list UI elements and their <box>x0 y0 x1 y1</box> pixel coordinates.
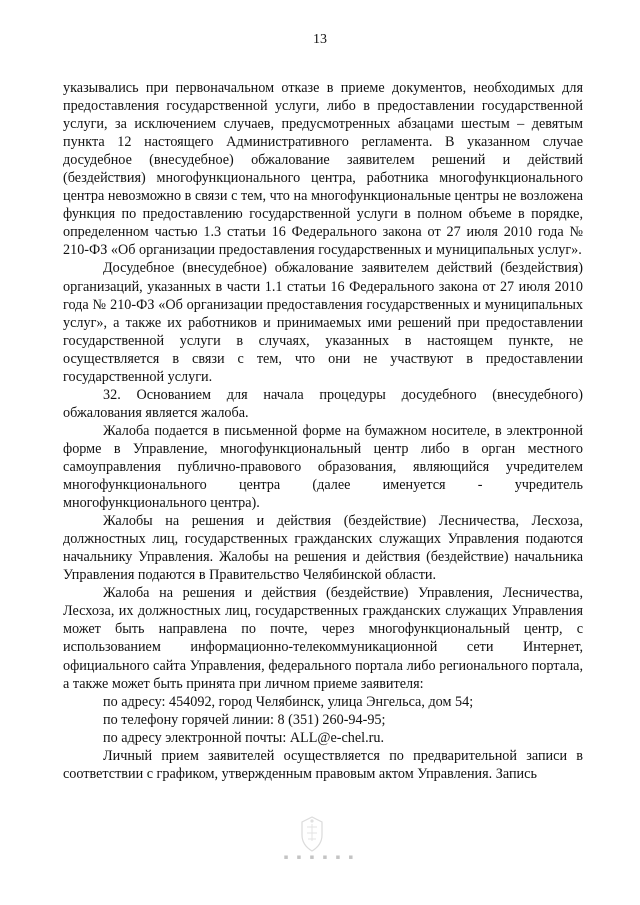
emblem-watermark-icon <box>296 815 328 853</box>
paragraph: Досудебное (внесудебное) обжалование заявителем действий (бездействия) организаций, указанных в части 1.1 статьи 16 Федерального закона от 27 июля 2010 года № 210-ФЗ «Об организации предоставления государственных и муниципальных услуг», а также их работников и принимаемых ими решений при предоставлении государственной услуги в случаях, указанных в настоящем пункте, не осуществляется в связи с тем, что они не участвуют в предоставлении государственной услуги. <box>63 260 583 385</box>
document-body <box>63 79 583 783</box>
contact-phone: по телефону горячей линии: 8 (351) 260-94-95; <box>103 711 386 728</box>
paragraph-item-32: 32. Основанием для начала процедуры досудебного (внесудебного) обжалования является жалоба. <box>63 386 583 421</box>
paragraph: указывались при первоначальном отказе в приеме документов, необходимых для предоставления государственной услуги, либо в предоставлении государственной услуги, за исключением случаев, предусмотренных абзацами шестым – девятым пункта 12 настоящего Административного регламента. В указанном случае досудебное (внесудебное) обжалование заявителем решений и действий (бездействия) многофункционального центра, работника многофункционального центра невозможно в связи с тем, что на многофункциональные центры не возложена функция по предоставлению государственной услуги в полном объеме в порядке, определенном частью 1.3 статьи 16 Федерального закона от 27 июля 2010 года № 210-ФЗ «Об организации предоставления государственных и муниципальных услуг». <box>63 80 583 259</box>
contact-email: по адресу электронной почты: ALL@e-chel.ru. <box>103 729 385 746</box>
paragraph: Личный прием заявителей осуществляется по предварительной записи в соответствии с графиком, утвержденным правовым актом Управления. Запись <box>63 747 583 782</box>
page-number: 13 <box>313 32 327 47</box>
stamp-watermark: ▪ ▪ ▪ ▪ ▪ ▪ <box>283 853 357 861</box>
paragraph: Жалоба подается в письменной форме на бумажном носителе, в электронной форме в Управление, многофункциональный центр либо в орган местного самоуправления публично-правового образования, являющийся учредителем многофункционального центра (далее именуется - учредитель многофункционального центра). <box>63 422 583 512</box>
paragraph: Жалоба на решения и действия (бездействие) Управления, Лесничества, Лесхоза, их должностных лиц, государственных гражданских служащих Управления может быть направлена по почте, через многофункциональный центр, с использованием информационно-телекоммуникационной сети Интернет, официального сайта Управления, федерального портала либо регионального портала, а также может быть принята при личном приеме заявителя: <box>63 585 583 692</box>
paragraph: Жалобы на решения и действия (бездействие) Лесничества, Лесхоза, должностных лиц, государственных гражданских служащих Управления подаются начальнику Управления. Жалобы на решения и действия (бездействие) начальника Управления подаются в Правительство Челябинской области. <box>63 513 583 584</box>
contact-address: по адресу: 454092, город Челябинск, улица Энгельса, дом 54; <box>103 693 474 710</box>
